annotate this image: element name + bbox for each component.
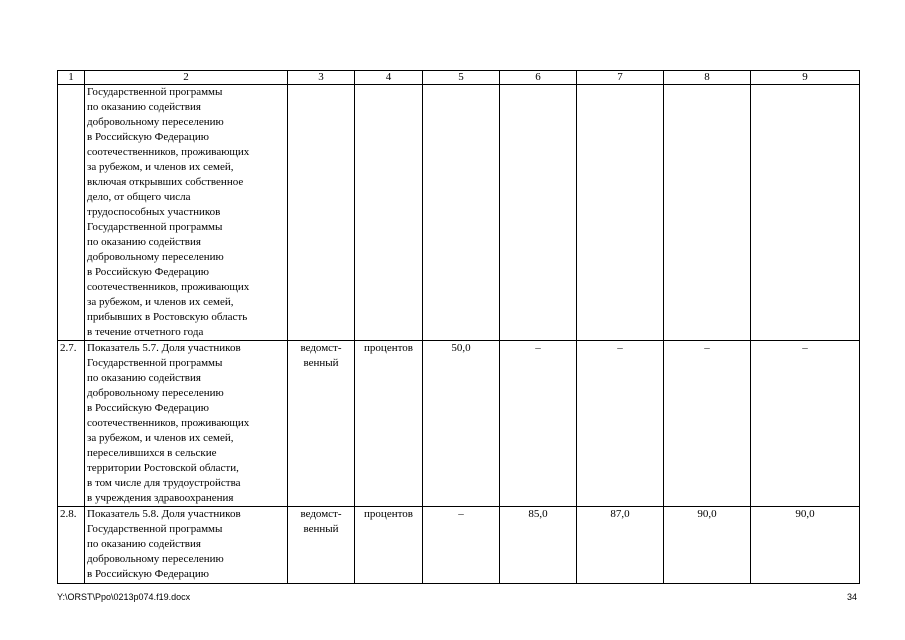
file-path-footer: Y:\ORST\Ppo\0213p074.f19.docx bbox=[57, 592, 191, 602]
table-row bbox=[58, 341, 860, 507]
column-header: 8 bbox=[664, 71, 751, 85]
unit-cell: процентов bbox=[355, 341, 423, 507]
value-cell: – bbox=[664, 341, 751, 507]
indicator-type bbox=[288, 85, 355, 341]
column-header: 5 bbox=[423, 71, 500, 85]
indicator-type: ведомст- венный bbox=[288, 507, 355, 584]
value-cell bbox=[577, 85, 664, 341]
column-header: 7 bbox=[577, 71, 664, 85]
column-header: 2 bbox=[85, 71, 288, 85]
value-cell: – bbox=[751, 341, 860, 507]
column-header: 1 bbox=[58, 71, 85, 85]
column-header: 9 bbox=[751, 71, 860, 85]
value-cell bbox=[500, 85, 577, 341]
value-cell: – bbox=[577, 341, 664, 507]
value-cell: – bbox=[500, 341, 577, 507]
unit-cell bbox=[355, 85, 423, 341]
value-cell: 50,0 bbox=[423, 341, 500, 507]
value-cell: 85,0 bbox=[500, 507, 577, 584]
row-number bbox=[58, 85, 85, 341]
row-number: 2.8. bbox=[58, 507, 85, 584]
indicator-type: ведомст- венный bbox=[288, 341, 355, 507]
value-cell: – bbox=[423, 507, 500, 584]
value-cell: 90,0 bbox=[664, 507, 751, 584]
indicator-description: Государственной программы по оказанию содействия добровольному переселению в Российскую Федерацию соотечественников, проживающих за рубежом, и членов их семей, включая открывших собственное дело, от общего числа трудоспособных участников Государственной программы по оказанию содействия добровольному переселению в Российскую Федерацию соотечественников, проживающих за рубежом, и членов их семей, прибывших в Ростовскую область в течение отчетного года bbox=[85, 85, 288, 341]
indicator-description: Показатель 5.7. Доля участников Государственной программы по оказанию содействия добровольному переселению в Российскую Федерацию соотечественников, проживающих за рубежом, и членов их семей, переселившихся в сельские территории Ростовской области, в том числе для трудоустройства в учреждения здравоохранения bbox=[85, 341, 288, 507]
unit-cell: процентов bbox=[355, 507, 423, 584]
value-cell bbox=[664, 85, 751, 341]
row-number: 2.7. bbox=[58, 341, 85, 507]
table-row bbox=[58, 85, 860, 341]
indicator-description: Показатель 5.8. Доля участников Государственной программы по оказанию содействия добровольному переселению в Российскую Федерацию bbox=[85, 507, 288, 584]
page-number: 34 bbox=[846, 592, 857, 602]
table-header-row bbox=[58, 71, 860, 85]
value-cell bbox=[423, 85, 500, 341]
value-cell bbox=[751, 85, 860, 341]
indicator-table bbox=[57, 70, 860, 584]
value-cell: 87,0 bbox=[577, 507, 664, 584]
table-row bbox=[58, 507, 860, 584]
column-header: 3 bbox=[288, 71, 355, 85]
column-header: 4 bbox=[355, 71, 423, 85]
value-cell: 90,0 bbox=[751, 507, 860, 584]
column-header: 6 bbox=[500, 71, 577, 85]
